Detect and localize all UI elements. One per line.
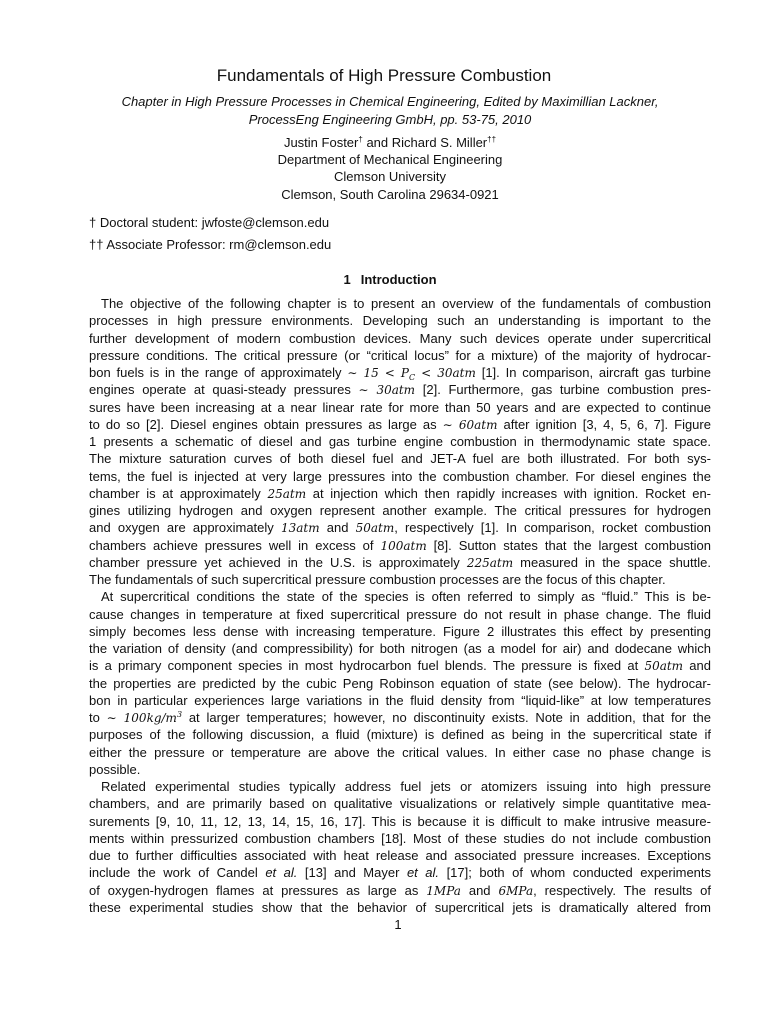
- section-heading: [0, 272, 768, 287]
- text-fragment: measured in the space shuttle.: [520, 554, 711, 570]
- text-line: gines utilizing hydrogen and oxygen represent another example. The critical pressures for hydrogen: [89, 503, 711, 518]
- text-line: these experimental studies show that the behavior of supercritical jets is dramatically altered from: [89, 899, 711, 915]
- text-line: [89, 709, 711, 726]
- text-fragment: [13] and Mayer: [304, 865, 400, 881]
- text-fragment: bon fuels is in the range of approximately: [89, 365, 342, 380]
- math-expression: 225atm: [466, 555, 514, 570]
- author-name: Richard S. Miller: [391, 135, 488, 150]
- text-line: the variation of density (and compressibility) for both nitrogen (as a model for air) and dodecane which: [89, 641, 711, 656]
- subtitle-line: Chapter in High Pressure Processes in Chemical Engineering, Edited by Maximillian Lackner,: [121, 94, 659, 109]
- text-line: Related experimental studies typically address fuel jets or atomizers issuing into high pressure: [101, 779, 711, 794]
- text-line: [89, 416, 711, 433]
- text-line: [89, 537, 711, 554]
- text-fragment: chamber pressure yet achieved in the U.S. is approximately: [89, 554, 460, 570]
- text-line: either the pressure or temperature are above the critical values. In either case no phase change is: [89, 744, 711, 760]
- author-address: Clemson, South Carolina 29634-0921: [281, 186, 499, 202]
- text-line: 1 presents a schematic of diesel and gas turbine engine combustion in thermodynamic state space.: [89, 434, 711, 449]
- author-notes: [89, 212, 331, 255]
- text-line: [89, 364, 711, 381]
- emphasis-text: et al.: [265, 865, 298, 881]
- author-note: †† Associate Professor: rm@clemson.edu: [89, 236, 332, 252]
- text-line: [89, 381, 711, 398]
- text-line: cause changes in temperature at fixed supercritical pressure do not result in phase change. The fluid: [89, 606, 711, 622]
- emphasis-text: et al.: [406, 865, 440, 881]
- text-line: [89, 864, 711, 881]
- text-line: due to further difficulties associated with heat release and associated pressure increases. Exceptions: [89, 848, 711, 863]
- text-line: the properties are predicted by the cubic Peng Robinson equation of state (see below). The hydrocar-: [89, 675, 711, 691]
- author-names: [0, 134, 768, 151]
- text-line: ments within pressurized combustion chambers [18]. Most of these studies do not include combustion: [89, 830, 711, 846]
- text-line: The mixture saturation curves of both diesel fuel and JET-A fuel are both illustrated. For both sys-: [89, 451, 711, 467]
- text-line: sures have been increasing at a near linear rate for more than 50 years and are expected to continue: [89, 399, 711, 415]
- text-line: surements [9, 10, 11, 12, 13, 14, 15, 16, 17]. This is because it is difficult to make intrusive measure-: [89, 813, 711, 829]
- math-expression: [347, 366, 475, 380]
- author-mark: †: [358, 135, 363, 144]
- text-fragment: [2]. Furthermore, gas turbine combustion pres-: [422, 382, 711, 398]
- text-line: further development of modern combustion devices. Many such devices operate under supercritical: [89, 330, 711, 346]
- text-fragment: and: [468, 882, 491, 898]
- text-fragment: chamber is at approximately: [89, 485, 261, 501]
- author-department: Department of Mechanical Engineering: [277, 152, 503, 168]
- text-fragment: and oxygen are approximately: [89, 520, 274, 536]
- math-fragment: < 30atm: [421, 366, 476, 380]
- text-fragment: include the work of Candel: [89, 865, 258, 881]
- math-fragment: ∼ 100kg/m: [106, 711, 177, 725]
- author-university: Clemson University: [334, 169, 446, 185]
- text-line: tems, the fuel is injected at very large pressures into the combustion chamber. For diesel engines the: [89, 468, 711, 484]
- text-line: purposes of the following discussion, a fluid (mixture) is defined as being in the supercritical state if: [89, 727, 711, 743]
- text-line: bon in particular experiences large variations in the fluid density from “liquid-like” at low temperatures: [89, 692, 711, 708]
- text-line: At supercritical conditions the state of the species is often referred to simply as “fluid.” This is be-: [101, 589, 711, 605]
- math-expression: 100atm: [380, 538, 427, 553]
- page-number: 1: [394, 917, 402, 932]
- text-fragment: at larger temperatures; however, no discontinuity exists. Note in addition, that for the: [188, 710, 711, 725]
- math-expression: 50atm: [355, 521, 395, 536]
- subtitle-line: ProcessEng Engineering GmbH, pp. 53-75, 2010: [248, 111, 532, 127]
- text-line: processes in high pressure environments. Developing such an understanding is important to the: [89, 313, 711, 329]
- math-expression: ∼ 30atm: [358, 383, 416, 398]
- text-fragment: engines operate at quasi-steady pressures: [89, 382, 351, 398]
- math-expression: ∼ 60atm: [442, 417, 498, 432]
- text-line: simply becomes less dense with increasing temperature. Figure 2 illustrates this effect by presenting: [89, 623, 711, 639]
- paper-title: Fundamentals of High Pressure Combustion: [216, 66, 552, 85]
- text-fragment: after ignition [3, 4, 5, 6, 7]. Figure: [503, 416, 711, 432]
- math-expression: 6MPa: [498, 883, 534, 898]
- text-fragment: , respectively. The results of: [533, 882, 711, 898]
- text-line: [89, 882, 711, 899]
- math-expression: 13atm: [280, 521, 320, 536]
- section-title: Introduction: [360, 272, 437, 287]
- math-expression: 1MPa: [426, 883, 461, 898]
- text-fragment: of oxygen-hydrogen flames at pressures as large as: [89, 882, 419, 898]
- text-line: [89, 519, 711, 536]
- text-line: pressure conditions. The critical pressure (or “critical locus” for a mixture) of the majority of hydrocar-: [89, 347, 711, 363]
- text-line: chambers, and are primarily based on qualitative visualizations or relatively simple quantitative mea-: [89, 796, 711, 812]
- section-number: 1: [343, 272, 351, 287]
- text-fragment: to do so [2]. Diesel engines obtain pressures as large as: [89, 416, 437, 432]
- author-block: [0, 134, 768, 203]
- text-line: [89, 657, 711, 674]
- author-note: † Doctoral student: jwfoste@clemson.edu: [89, 215, 330, 230]
- author-mark: ††: [487, 135, 497, 144]
- math-fragment: ∼ 15 < P: [347, 366, 409, 380]
- text-fragment: is a primary component species in most hydrocarbon fuel blends. The pressure is fixed at: [89, 658, 639, 674]
- text-fragment: and: [689, 658, 711, 674]
- math-expression: [107, 711, 182, 725]
- author-conjunction: and: [366, 135, 389, 150]
- text-line: [89, 485, 711, 502]
- text-fragment: [8]. Sutton states that the largest combustion: [433, 537, 711, 553]
- text-line: The objective of the following chapter is to present an overview of the fundamentals of combustion: [101, 296, 711, 311]
- math-expression: 50atm: [644, 659, 684, 674]
- text-fragment: chambers achieve pressures well in excess of: [89, 537, 374, 553]
- text-line: The fundamentals of such supercritical pressure combustion processes are the focus of this chapter.: [89, 572, 666, 587]
- text-fragment: [1]. In comparison, aircraft gas turbine: [481, 365, 712, 380]
- body-text: [89, 295, 711, 916]
- math-subscript: C: [408, 373, 416, 382]
- text-fragment: [17]; both of whom conducted experiments: [446, 865, 712, 881]
- text-fragment: and: [326, 520, 349, 536]
- paper-subtitle: [100, 93, 680, 128]
- text-line: possible.: [89, 761, 141, 777]
- text-line: [89, 554, 711, 571]
- text-fragment: , respectively [1]. In comparison, rocket combustion: [394, 520, 711, 536]
- text-fragment: to: [89, 710, 100, 725]
- math-expression: 25atm: [267, 486, 307, 501]
- author-name: Justin Foster: [283, 135, 359, 150]
- math-superscript: 3: [176, 710, 183, 719]
- text-fragment: at injection which then rapidly increases with ignition. Rocket en-: [312, 485, 711, 501]
